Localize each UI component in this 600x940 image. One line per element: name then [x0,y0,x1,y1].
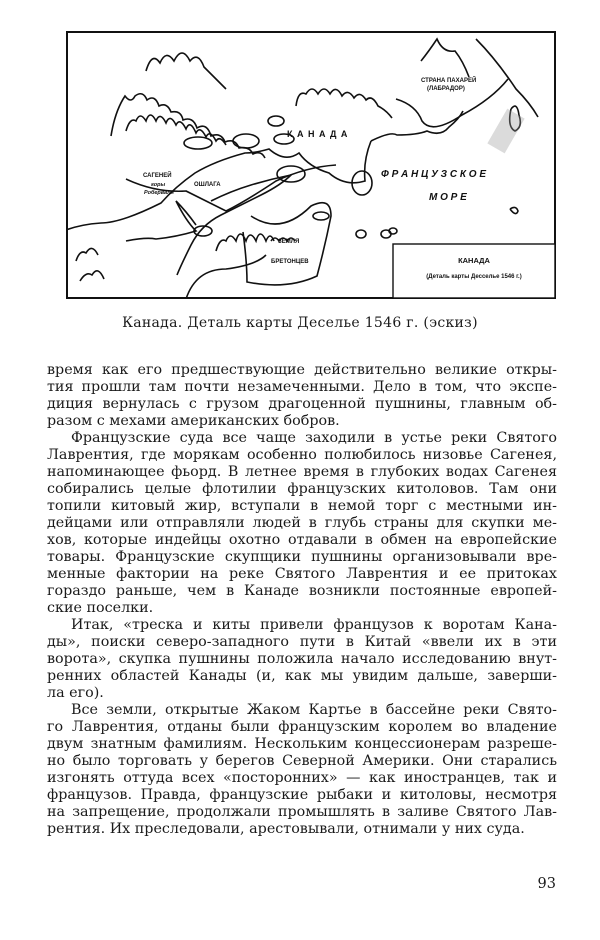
text-line: рентия. Их преследовали, арестовывали, отнимали у них суда. [47,821,525,837]
text-line: тия прошли там почти незамеченными. Дело в том, что экспе- [47,379,557,395]
text-line: Французские суда все чаще заходили в устье реки Святого [71,430,557,446]
map-legend-subtitle: (Деталь карты Десселье 1546 г.) [426,274,522,280]
map-of-canada-1546 [66,31,556,299]
map-label-labrador: СТРАНА ПАХАРЕЙ [421,78,477,84]
paragraph [47,362,557,430]
text-line: на запрещение, продолжали промышлять в заливе Святого Лав- [47,804,557,820]
text-line: Все земли, открытые Жаком Картье в бассейне реки Свято- [71,702,557,718]
text-line: напоминающее фьорд. В летнее время в глубоких водах Сагенея [47,464,557,480]
text-line: товары. Французские скупщики пушнины организовывали вре- [47,549,557,565]
page-number: 93 [537,876,556,892]
text-line: разом с мехами американских бобров. [47,413,340,429]
paragraph [47,617,557,702]
text-line: двум знатным фамилиям. Нескольким концессионерам разреше- [47,736,557,752]
text-line: менные фактории на реке Святого Лаврентия и ее притоках [47,566,557,582]
map-label-french-sea-2: М О Р Е [429,192,467,203]
text-line: ворота», скупка пушнины положила начало исследованию внут- [47,651,557,667]
text-line: Итак, «треска и киты привели французов к воротам Кана- [71,617,557,633]
text-line: дейцами или отправляли людей в глубь страны для скупки ме- [47,515,557,531]
map-label-hochelaga: ОШЛАГА [194,182,221,188]
map-label-roberval-2: Роберваля [144,190,174,196]
text-line: ренних областей Канады (и, как мы увидим дальше, заверши- [47,668,557,684]
text-line: го Лаврентия, отданы были французским королем во владение [47,719,557,735]
map-label-french-sea: Ф Р А Н Ц У З С К О Е [381,169,487,180]
text-line: собирались целые флотилии французских китоловов. Там они [47,481,557,497]
text-line: диция вернулась с грузом драгоценной пушнины, главным об- [47,396,557,412]
body-text [47,362,557,838]
text-line: гораздо раньше, чем в Канаде возникли постоянные европей- [47,583,557,599]
paragraph [47,430,557,617]
map-label-canada: К А Н А Д А [287,129,349,139]
map-label-roberval: горы [151,182,166,188]
text-line: ды», поиски северо-западного пути в Китай «ввели их в эти [47,634,557,650]
paragraph [47,702,557,838]
map-label-bretons: ЗЕМЛЯ [278,239,300,245]
text-line: ские поселки. [47,600,154,616]
map-legend-box [393,244,555,298]
text-line: ла его). [47,685,104,701]
text-line: время как его предшествующие действительно великие откры- [47,362,557,378]
map-legend-title: КАНАДА [458,256,490,265]
text-line: хов, которые индейцы охотно отдавали в обмен на европейские [47,532,557,548]
text-line: изгонять оттуда всех «посторонних» — как иностранцев, так и [47,770,557,786]
text-line: Лаврентия, где морякам особенно полюбилось низовье Сагенея, [47,447,557,463]
map-label-labrador-2: (ЛАБРАДОР) [427,86,465,92]
text-line: но было торговать у берегов Северной Америки. Они старались [47,753,557,769]
text-line: французов. Правда, французские рыбаки и китоловы, несмотря [47,787,557,803]
map-label-saguenay: САГЕНЕЙ [143,173,172,179]
map-label-bretons-2: БРЕТОНЦЕВ [271,259,309,265]
text-line: топили китовый жир, вступали в немой торг с местными ин- [47,498,557,514]
figure-caption: Канада. Деталь карты Деселье 1546 г. (эскиз) [122,315,478,331]
